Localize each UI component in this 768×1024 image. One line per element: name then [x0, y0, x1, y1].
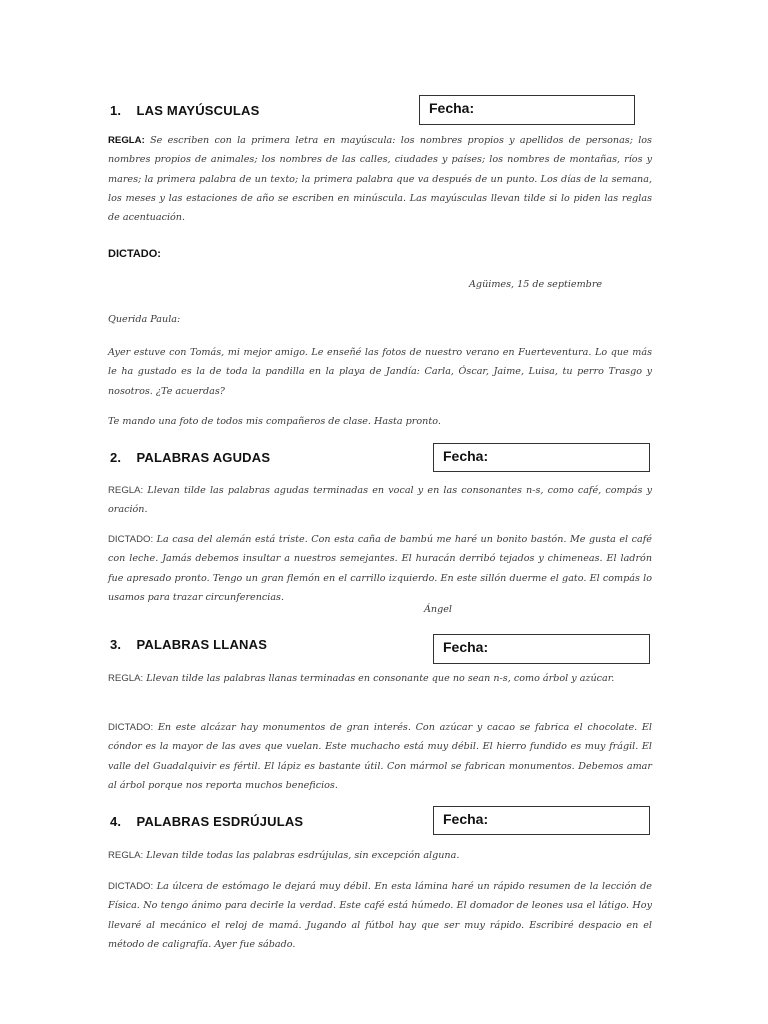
section-3-rule [108, 669, 652, 688]
letter-date: Agüimes, 15 de septiembre [469, 279, 603, 290]
section-4-date-field[interactable] [433, 806, 650, 835]
dictation-label: DICTADO: [108, 534, 154, 545]
section-3-dictation [108, 718, 652, 795]
rule-text: Llevan tilde las palabras agudas terminadas en vocal y en las consonantes n-s, como café, compás y oración. [108, 485, 652, 516]
rule-text: Llevan tilde las palabras llanas terminadas en consonante que no sean n-s, como árbol y azúcar. [146, 673, 615, 684]
rule-label: REGLA: [108, 673, 144, 684]
section-2-dictation [108, 530, 652, 607]
rule-label: REGLA: [108, 135, 145, 146]
section-1-dictation-label: DICTADO: [108, 248, 161, 260]
section-4-rule [108, 846, 652, 865]
section-1-heading [110, 103, 259, 118]
section-3-number: 3. [110, 637, 122, 652]
dictation-label: DICTADO: [108, 722, 154, 733]
section-1-title: LAS MAYÚSCULAS [136, 103, 260, 118]
letter-closing: Te mando una foto de todos mis compañeros de clase. Hasta pronto. [108, 416, 441, 427]
date-field-label: Fecha: [443, 448, 489, 464]
dictation-label: DICTADO: [108, 881, 154, 892]
section-2-title: PALABRAS AGUDAS [136, 450, 271, 465]
rule-label: REGLA: [108, 485, 144, 496]
rule-text: Llevan tilde todas las palabras esdrújulas, sin excepción alguna. [146, 850, 460, 861]
rule-label: REGLA: [108, 850, 144, 861]
date-field-label: Fecha: [443, 811, 489, 827]
section-3-title: PALABRAS LLANAS [136, 637, 268, 652]
section-4-dictation [108, 877, 652, 954]
letter-body: Ayer estuve con Tomás, mi mejor amigo. Le enseñé las fotos de nuestro verano en Fuerteventura. Lo que más le ha gustado es la de toda la pandilla en la playa de Jandía: Carla, Óscar, Jaime, Luisa, tu perro Trasgo y nosotros. ¿Te acuerdas? [108, 347, 652, 397]
dictation-text: En este alcázar hay monumentos de gran interés. Con azúcar y cacao se fabrica el chocolate. El cóndor es la mayor de las aves que vuelan. Este muchacho está muy débil. El hierro fundido es muy frágil. El valle del Guadalquivir es fértil. El lápiz es bastante útil. Con mármol se fabrican monumentos. Debemos amar al árbol porque nos reporta muchos beneficios. [108, 722, 652, 791]
dictation-text: La casa del alemán está triste. Con esta caña de bambú me haré un bonito bastón. Me gusta el café con leche. Jamás debemos insultar a nuestros semejantes. El huracán derribó tejados y chimeneas. El ladrón fue apresado pronto. Tengo un gran flemón en el carrillo izquierdo. En este sillón duerme el gato. El compás lo usamos para trazar circunferencias. [108, 534, 652, 603]
section-1-number: 1. [110, 103, 122, 118]
dictation-text: La úlcera de estómago le dejará muy débil. En esta lámina haré un rápido resumen de la lección de Física. No tengo ánimo para decirle la verdad. Este café está húmedo. El domador de leones usa el látigo. Hoy llevaré al mecánico el reloj de mamá. Jugando al fútbol hay que ser muy rápido. Escribiré despacio en el método de caligrafía. Ayer fue sábado. [108, 881, 652, 950]
section-4-number: 4. [110, 814, 122, 829]
section-2-rule [108, 481, 652, 520]
section-3-heading [110, 637, 267, 652]
section-3-date-field[interactable] [433, 634, 650, 664]
section-1-date-field[interactable] [419, 95, 635, 125]
section-2-heading [110, 450, 270, 465]
section-2-date-field[interactable] [433, 443, 650, 472]
section-1-rule [108, 131, 652, 227]
letter-greeting: Querida Paula: [108, 314, 181, 325]
date-field-label: Fecha: [443, 639, 489, 655]
rule-text: Se escriben con la primera letra en mayúscula: los nombres propios y apellidos de personas; los nombres propios de animales; los nombres de las calles, ciudades y países; los nombres de montañas, ríos y mares; la primera palabra de un texto; la primera palabra que va después de un punto. Los días de la semana, los meses y las estaciones de año se escriben en minúscula. Las mayúsculas llevan tilde si lo piden las reglas de acentuación. [108, 135, 652, 224]
section-4-heading [110, 814, 303, 829]
section-2-number: 2. [110, 450, 122, 465]
signature: Ángel [424, 604, 452, 615]
date-field-label: Fecha: [429, 100, 475, 116]
section-4-title: PALABRAS ESDRÚJULAS [136, 814, 304, 829]
